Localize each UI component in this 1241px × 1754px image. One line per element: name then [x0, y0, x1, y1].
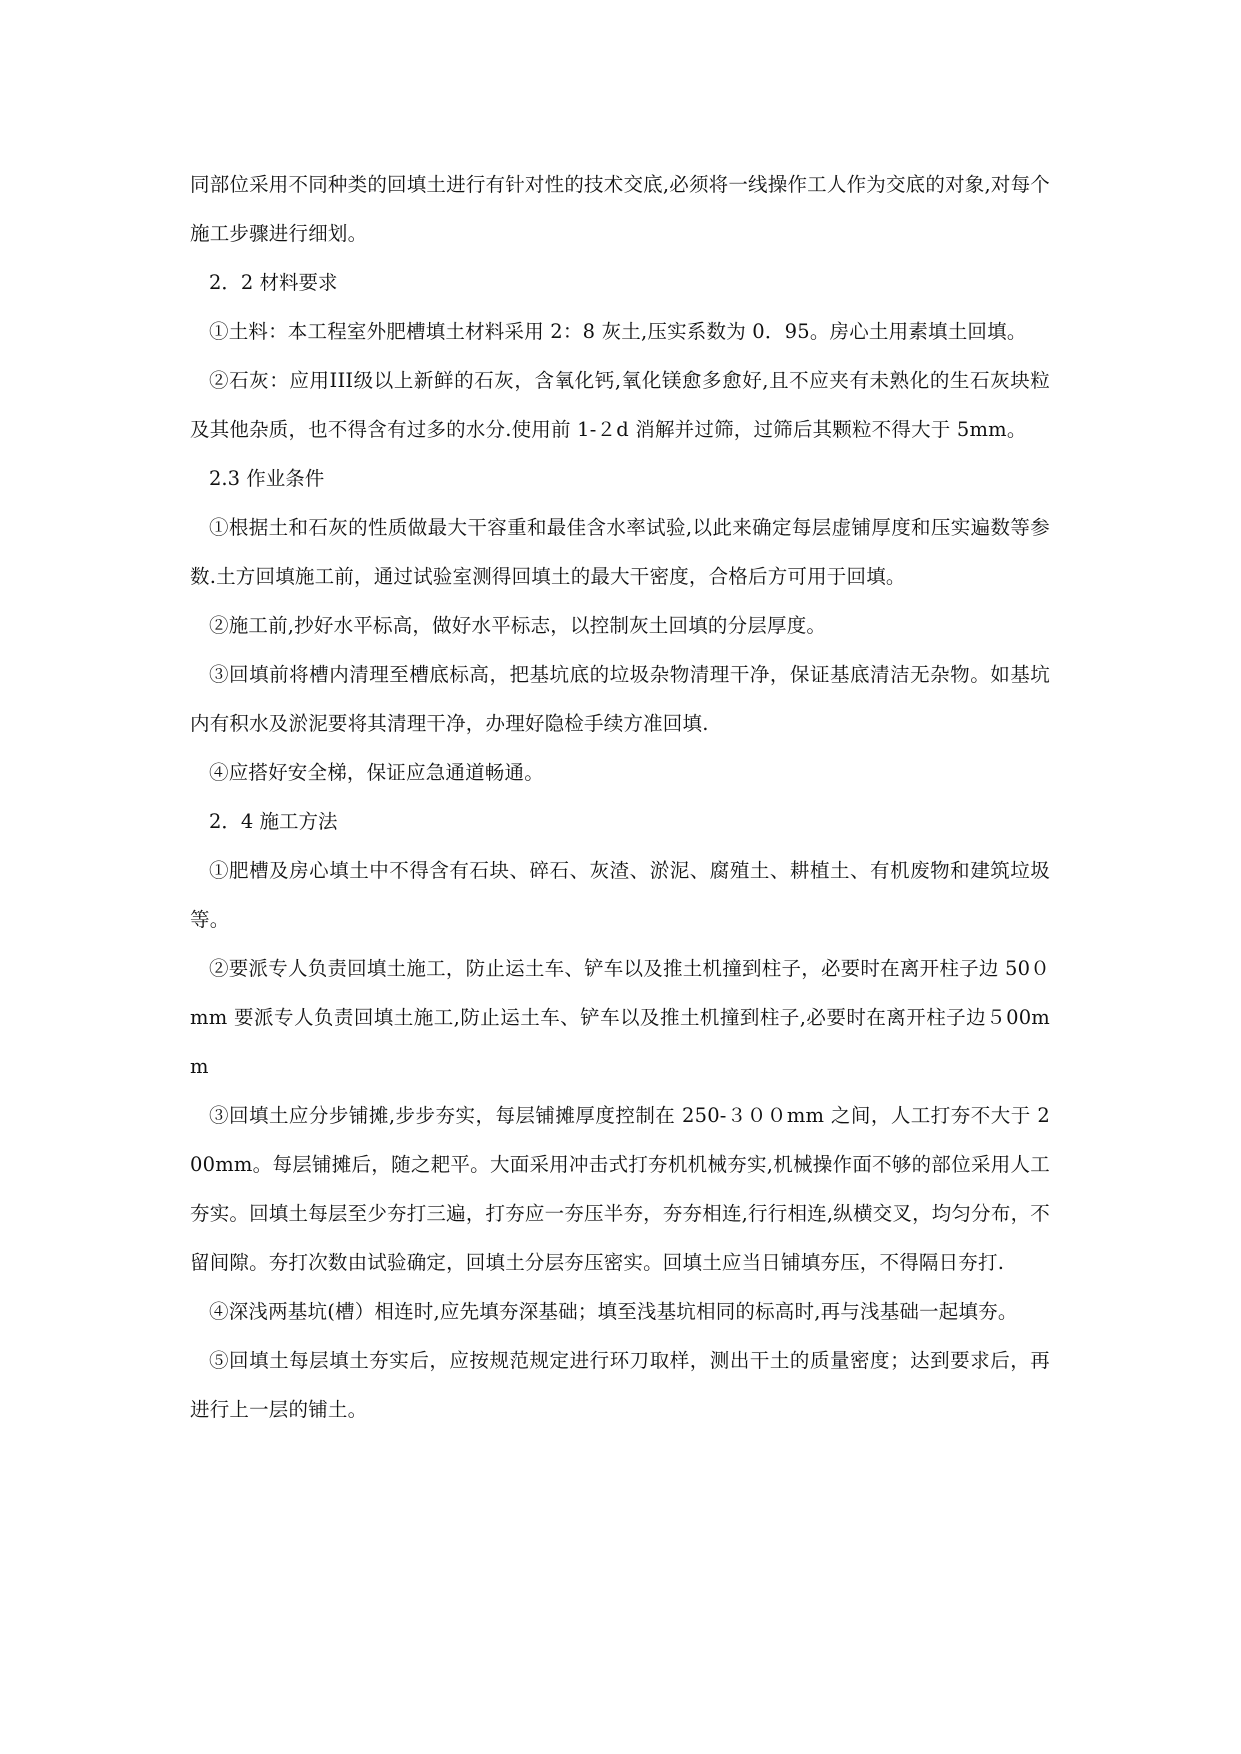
- document-body: [190, 160, 1050, 1434]
- paragraph-method-1: ①肥槽及房心填土中不得含有石块、碎石、灰渣、淤泥、腐殖土、耕植土、有机废物和建筑垃圾等。: [190, 859, 1050, 931]
- paragraph-soil-material: ①土料：本工程室外肥槽填土材料采用 2：8 灰土,压实系数为 0．95。房心土用素填土回填。: [209, 320, 1027, 343]
- paragraph-condition-2: ②施工前,抄好水平标高，做好水平标志，以控制灰土回填的分层厚度。: [209, 614, 827, 637]
- paragraph-condition-3: ③回填前将槽内清理至槽底标高，把基坑底的垃圾杂物清理干净，保证基底清洁无杂物。如基坑内有积水及淤泥要将其清理干净，办理好隐检手续方准回填.: [190, 663, 1050, 735]
- section-heading-2-2: 2．2 材料要求: [209, 271, 338, 294]
- paragraph-method-4: ④深浅两基坑(槽）相连时,应先填夯深基础；填至浅基坑相同的标高时,再与浅基础一起填夯。: [209, 1300, 1018, 1323]
- paragraph-condition-1: ①根据土和石灰的性质做最大干容重和最佳含水率试验,以此来确定每层虚铺厚度和压实遍数等参数.土方回填施工前，通过试验室测得回填土的最大干密度，合格后方可用于回填。: [190, 516, 1050, 588]
- section-heading-2-3: 2.3 作业条件: [209, 467, 325, 490]
- paragraph-method-5: ⑤回填土每层填土夯实后，应按规范规定进行环刀取样，测出干土的质量密度；达到要求后，再进行上一层的铺土。: [190, 1349, 1050, 1421]
- paragraph-intro-continuation: 同部位采用不同种类的回填土进行有针对性的技术交底,必须将一线操作工人作为交底的对象,对每个施工步骤进行细划。: [190, 173, 1050, 245]
- section-heading-2-4: 2．4 施工方法: [209, 810, 338, 833]
- paragraph-method-2: ②要派专人负责回填土施工，防止运土车、铲车以及推土机撞到柱子，必要时在离开柱子边 50０mm 要派专人负责回填土施工,防止运土车、铲车以及推土机撞到柱子,必要时在离开柱子边５00mm: [190, 957, 1050, 1078]
- paragraph-method-3: ③回填土应分步铺摊,步步夯实，每层铺摊厚度控制在 250-３００mm 之间，人工打夯不大于 200mm。每层铺摊后，随之耙平。大面采用冲击式打夯机机械夯实,机械操作面不够的部位采用人工夯实。回填土每层至少夯打三遍，打夯应一夯压半夯，夯夯相连,行行相连,纵横交叉，均匀分布，不留间隙。夯打次数由试验确定，回填土分层夯压密实。回填土应当日铺填夯压，不得隔日夯打.: [190, 1104, 1050, 1274]
- paragraph-condition-4: ④应搭好安全梯，保证应急通道畅通。: [209, 761, 544, 784]
- paragraph-lime-material: ②石灰：应用III级以上新鲜的石灰，含氧化钙,氧化镁愈多愈好,且不应夹有未熟化的生石灰块粒及其他杂质，也不得含有过多的水分.使用前 1-２d 消解并过筛，过筛后其颗粒不得大于 5mm。: [190, 369, 1050, 441]
